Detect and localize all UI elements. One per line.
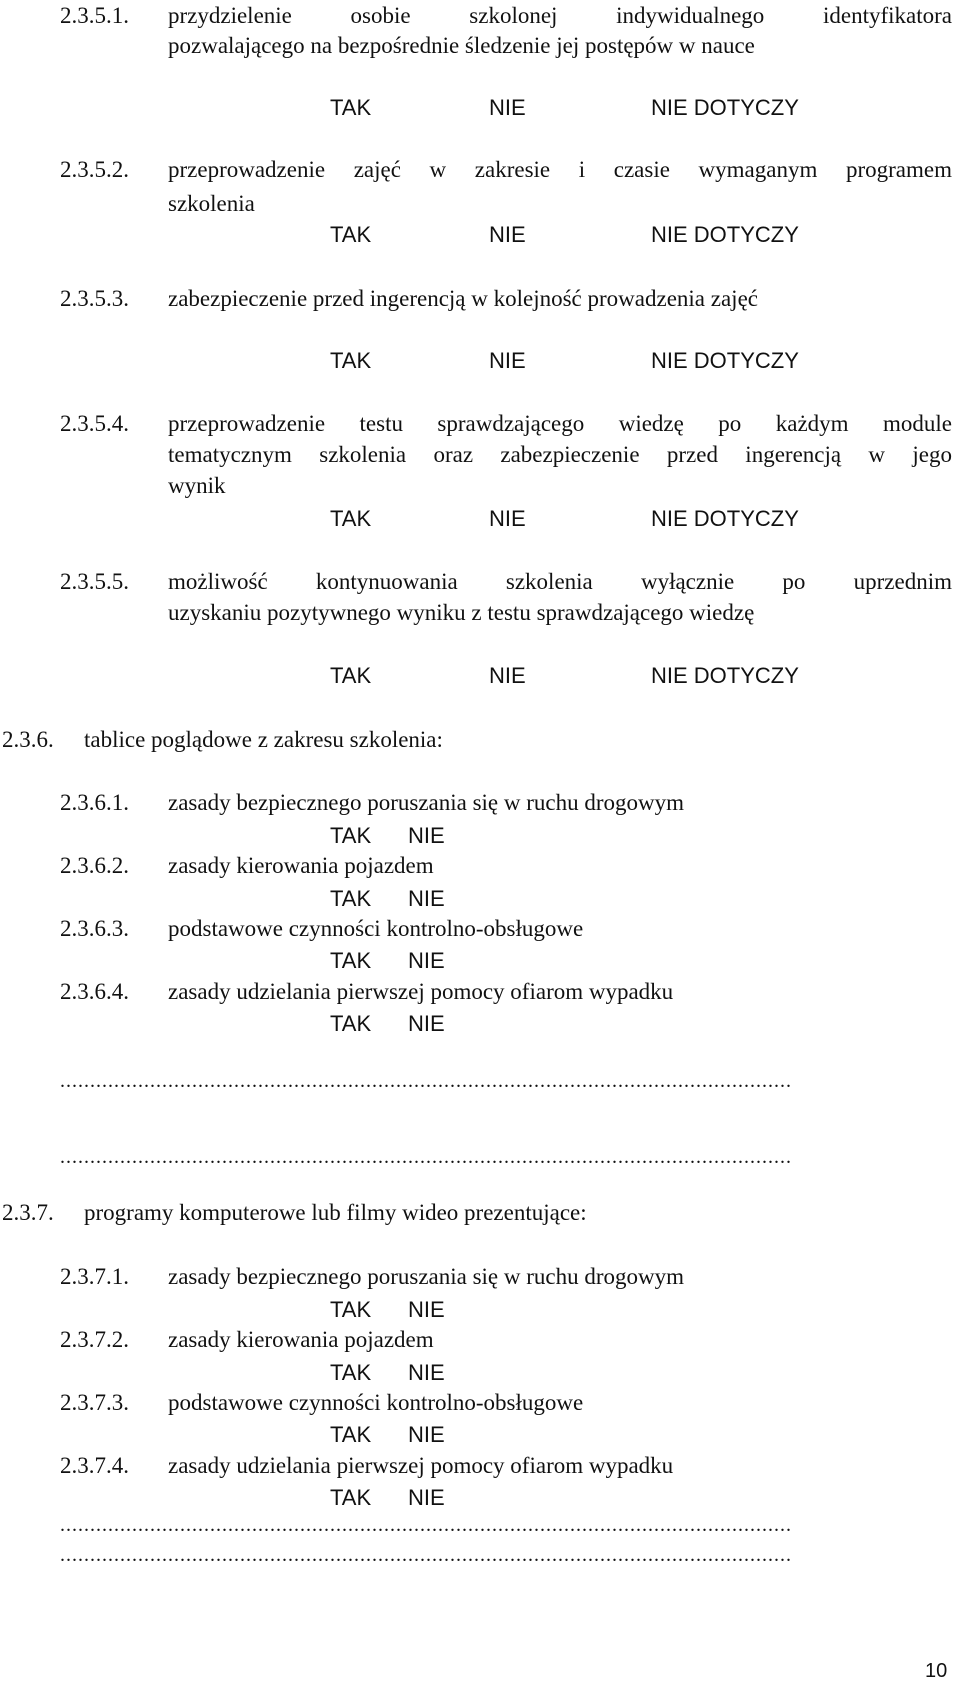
sub-item-text: zasady bezpiecznego poruszania się w ruchu drogowym (168, 790, 685, 815)
option-nie-dotyczy: NIE DOTYCZY (651, 222, 799, 247)
section-title: tablice poglądowe z zakresu szkolenia: (84, 727, 443, 752)
option-nie: NIE (489, 95, 526, 120)
option-tak: TAK (330, 823, 372, 848)
option-nie: NIE (408, 1485, 445, 1510)
section-number: 2.3.7. (2, 1200, 54, 1225)
option-nie: NIE (408, 948, 445, 973)
option-nie: NIE (489, 506, 526, 531)
option-tak: TAK (330, 1360, 372, 1385)
item-text-line: uzyskaniu pozytywnego wyniku z testu sprawdzającego wiedzę (168, 600, 755, 625)
sub-item-text: zasady kierowania pojazdem (168, 853, 434, 878)
option-nie: NIE (489, 348, 526, 373)
item-number: 2.3.5.1. (60, 3, 129, 28)
sub-item-number: 2.3.7.4. (60, 1453, 129, 1478)
sub-item-number: 2.3.7.3. (60, 1390, 129, 1415)
item-text-line: przydzielenie osobie szkolonej indywidualnego identyfikatora (168, 3, 952, 28)
item-number: 2.3.5.3. (60, 286, 129, 311)
option-tak: TAK (330, 1485, 372, 1510)
option-nie: NIE (408, 823, 445, 848)
dotted-answer-line: .......................................................................................................................... (60, 1070, 792, 1092)
item-number: 2.3.5.2. (60, 157, 129, 182)
dotted-answer-line: .......................................................................................................................... (60, 1544, 792, 1566)
dotted-answer-line: .......................................................................................................................... (60, 1146, 792, 1168)
option-nie: NIE (408, 1360, 445, 1385)
sub-item-number: 2.3.7.1. (60, 1264, 129, 1289)
sub-item-number: 2.3.6.4. (60, 979, 129, 1004)
sub-item-text: zasady udzielania pierwszej pomocy ofiarom wypadku (168, 979, 674, 1004)
option-nie-dotyczy: NIE DOTYCZY (651, 95, 799, 120)
option-tak: TAK (330, 1011, 372, 1036)
item-text-line: pozwalającego na bezpośrednie śledzenie jej postępów w nauce (168, 33, 755, 58)
option-nie-dotyczy: NIE DOTYCZY (651, 663, 799, 688)
option-tak: TAK (330, 95, 372, 120)
item-text-line: możliwość kontynuowania szkolenia wyłącznie po uprzednim (168, 569, 952, 594)
option-tak: TAK (330, 948, 372, 973)
sub-item-text: podstawowe czynności kontrolno-obsługowe (168, 1390, 584, 1415)
sub-item-text: zasady udzielania pierwszej pomocy ofiarom wypadku (168, 1453, 674, 1478)
item-text-line: zabezpieczenie przed ingerencją w kolejność prowadzenia zajęć (168, 286, 758, 311)
option-nie: NIE (408, 886, 445, 911)
sub-item-text: zasady kierowania pojazdem (168, 1327, 434, 1352)
option-nie-dotyczy: NIE DOTYCZY (651, 348, 799, 373)
option-nie: NIE (489, 663, 526, 688)
sub-item-number: 2.3.6.1. (60, 790, 129, 815)
section-title: programy komputerowe lub filmy wideo prezentujące: (84, 1200, 587, 1225)
sub-item-number: 2.3.6.3. (60, 916, 129, 941)
option-tak: TAK (330, 348, 372, 373)
option-nie: NIE (408, 1011, 445, 1036)
dotted-answer-line: .......................................................................................................................... (60, 1514, 792, 1536)
item-number: 2.3.5.4. (60, 411, 129, 436)
option-nie: NIE (408, 1422, 445, 1447)
item-text-line: przeprowadzenie testu sprawdzającego wiedzę po każdym module (168, 411, 952, 436)
option-tak: TAK (330, 1422, 372, 1447)
item-text-line: tematycznym szkolenia oraz zabezpieczenie przed ingerencją w jego (168, 442, 952, 467)
option-nie-dotyczy: NIE DOTYCZY (651, 506, 799, 531)
sub-item-text: zasady bezpiecznego poruszania się w ruchu drogowym (168, 1264, 685, 1289)
item-text-line: przeprowadzenie zajęć w zakresie i czasie wymaganym programem (168, 157, 952, 182)
option-tak: TAK (330, 886, 372, 911)
option-nie: NIE (489, 222, 526, 247)
section-number: 2.3.6. (2, 727, 54, 752)
sub-item-text: podstawowe czynności kontrolno-obsługowe (168, 916, 584, 941)
sub-item-number: 2.3.6.2. (60, 853, 129, 878)
item-number: 2.3.5.5. (60, 569, 129, 594)
sub-item-number: 2.3.7.2. (60, 1327, 129, 1352)
option-tak: TAK (330, 222, 372, 247)
option-tak: TAK (330, 506, 372, 531)
option-nie: NIE (408, 1297, 445, 1322)
item-text-line: szkolenia (168, 191, 255, 216)
option-tak: TAK (330, 1297, 372, 1322)
page-number: 10 (925, 1660, 948, 1682)
item-text-line: wynik (168, 473, 226, 498)
option-tak: TAK (330, 663, 372, 688)
